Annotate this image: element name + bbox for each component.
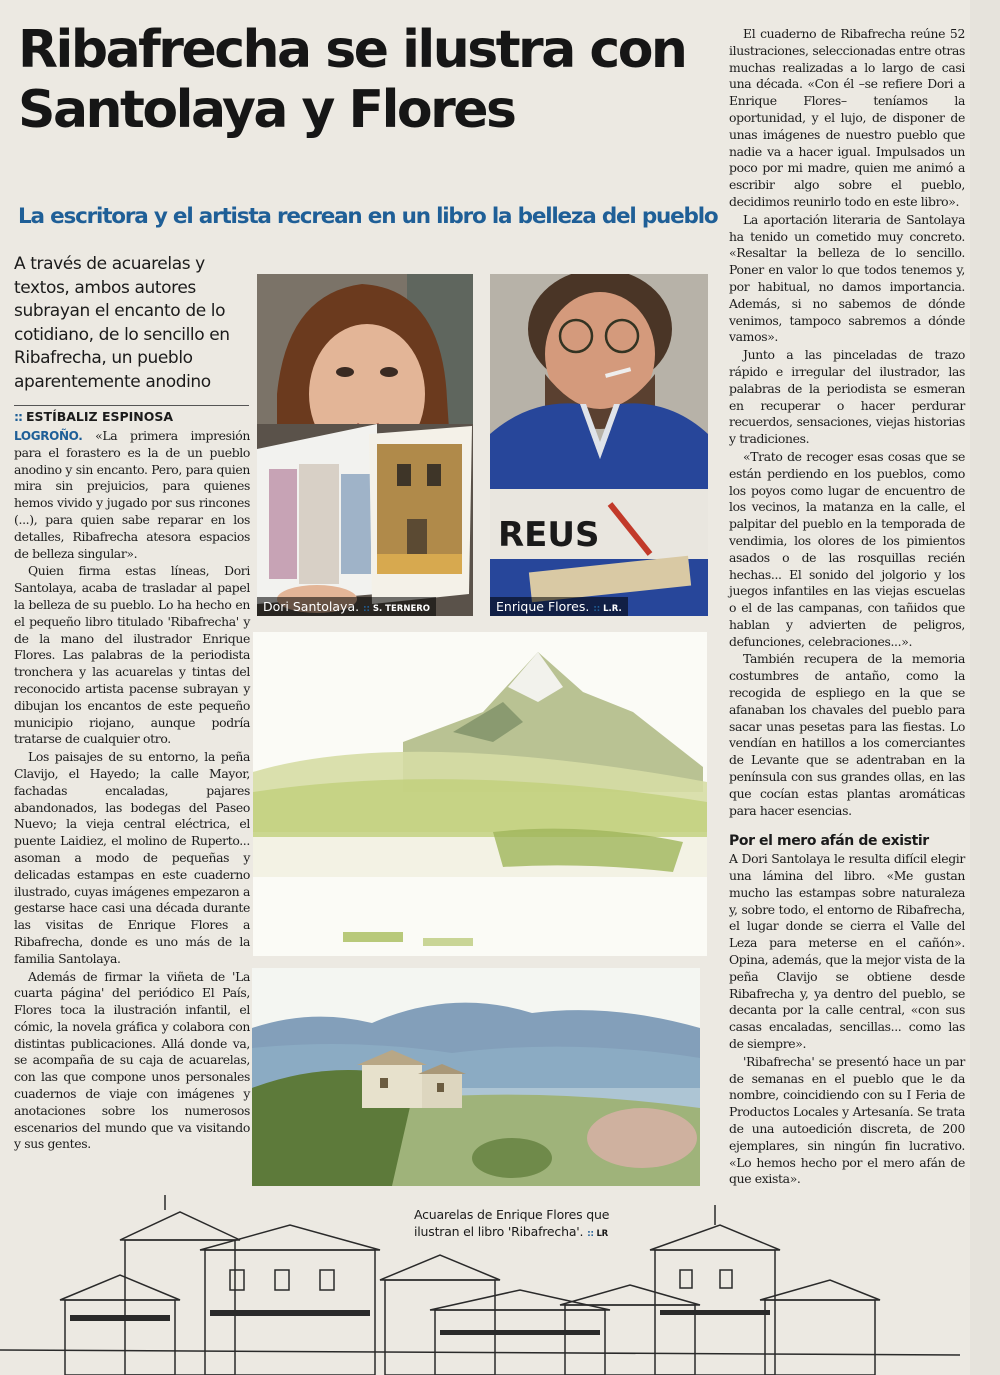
col3-paragraph-2: La aportación literaria de Santolaya ha tenido un cometido muy concreto. «Resaltar la belleza de lo sencillo. Poner en valor lo que todos tenemos y, por habitual, no damos importancia. Además, si no sabemos de dónde venimos, tampoco sabremos a dónde vamos».	[729, 211, 965, 345]
byline-author: ESTÍBALIZ ESPINOSA	[26, 409, 174, 424]
article-column-1	[14, 428, 250, 1154]
lead-paragraph: A través de acuarelas y textos, ambos autores subrayan el encanto de lo cotidiano, de lo sencillo en Ribafrecha, un pueblo aparentemente anodino	[14, 254, 230, 392]
col1-paragraph-1: LOGROÑO. «La primera impresión para el forastero es la de un pueblo anodino y sin encanto. Pero, para quien mira sin prejuicios, para quienes hemos vivido y jugado por sus rincones (...), para quien sabe reparar en los detalles, Ribafrecha atesora espacios de belleza singular».	[14, 428, 250, 561]
col3-paragraph-5: También recupera de la memoria costumbres de antaño, como la recogida de espliego en la que se afanaban los chavales del pueblo para sacar unas pesetas para las fiestas. Lo vendían en hatillos a los comerciantes de Levante que se adentraban en la península con sus grandes ollas, en las que cocían estas plantas aromáticas para hacer esencias.	[729, 651, 965, 818]
photo-dori-caption: Dori Santolaya. :: S. TERNERO	[257, 597, 436, 616]
article-column-3	[729, 26, 965, 1189]
col3-paragraph-6: A Dori Santolaya le resulta difícil elegir una lámina del libro. «Me gustan mucho las estampas sobre naturaleza y, sobre todo, el entorno de Ribafrecha, el lugar donde se cierra el Valle del Leza para meterse en el cañón». Opina, además, que la mejor vista de la peña Clavijo se obtiene desde Ribafrecha y, ya dentro del pueblo, se decanta por la calle central, «con sus casas encaladas, sencillas... como las de siempre».	[729, 851, 965, 1052]
portrait-dori-icon	[257, 274, 473, 616]
photo-enrique-credit: :: L.R.	[593, 604, 622, 614]
photo-dori-santolaya	[257, 274, 473, 616]
watercolor-valley-icon	[252, 968, 700, 1186]
photo-enrique-caption: Enrique Flores. :: L.R.	[490, 597, 628, 616]
byline	[14, 405, 249, 424]
adjacent-page-edge	[970, 0, 1000, 1375]
watercolor-caption: Acuarelas de Enrique Flores que ilustran el libro 'Ribafrecha'. :: LR	[414, 1207, 610, 1239]
headline: Ribafrecha se ilustra con Santolaya y Flores	[18, 20, 686, 140]
col1-paragraph-3: Los paisajes de su entorno, la peña Clavijo, el Hayedo; la calle Mayor, fachadas encaladas, pajares abandonados, las bodegas del Paseo Nuevo; la vieja central eléctrica, el puente Laidiez, el molino de Ruperto... asoman a modo de pequeñas y delicadas estampas en este cuaderno ilustrado, cuyas imágenes empezaron a gestarse hace casi una década durante las visitas de Enrique Flores a Ribafrecha, donde es uno más de la familia Santolaya.	[14, 749, 250, 966]
byline-dots-icon: ::	[14, 409, 22, 424]
col3-paragraph-1: El cuaderno de Ribafrecha reúne 52 ilustraciones, seleccionadas entre otras muchas realizadas a lo largo de casi una década. «Con él –se refiere Dori a Enrique Flores– teníamos la oportunidad, y el lujo, de disponer de unas imágenes de nuestro pueblo que nadie va a hacer igual. Impulsados un poco por mi madre, quien me animó a escribir algo sobre el pueblo, decidimos reunirlo todo en este libro».	[729, 26, 965, 209]
svg-text:REUS: REUS	[498, 515, 600, 555]
portrait-enrique-icon	[490, 274, 708, 616]
location-tag: LOGROÑO.	[14, 429, 83, 443]
col1-paragraph-2: Quien firma estas líneas, Dori Santolaya, acaba de trasladar al papel la belleza de su pueblo. Lo ha hecho en el pequeño libro titulado 'Ribafrecha' y de la mano del ilustrador Enrique Flores. Las palabras de la periodista tronchera y las acuarelas y tintas del reconocido artista pacense subrayan y dibujan los encantos de este pequeño municipio riojano, aunque podría tratarse de cualquier otro.	[14, 563, 250, 747]
col1-paragraph-4: Además de firmar la viñeta de 'La cuarta página' del periódico El País, Flores toca la ilustración infantil, el cómic, la novela gráfica y colabora con distintas publicaciones. Allá donde va, se acompaña de su caja de acuarelas, con las que compone unos personales cuadernos de viaje con imágenes y anotaciones sobre los numerosos escenarios del mundo que va visitando y sus gentes.	[14, 968, 250, 1152]
col3-paragraph-3: Junto a las pinceladas de trazo rápido e irregular del ilustrador, las palabras de la periodista se esmeran en recuperar o hacer perdurar recuerdos, sensaciones, viejas historias y tradiciones.	[729, 347, 965, 447]
watercolor-mountain-icon	[253, 632, 707, 956]
photo-dori-credit: :: S. TERNERO	[363, 604, 431, 614]
watercolor-mountain	[253, 632, 707, 956]
watercolor-credit: :: LR	[587, 1229, 609, 1239]
watercolor-valley	[252, 968, 700, 1186]
col3-paragraph-7: 'Ribafrecha' se presentó hace un par de semanas en el pueblo que le da nombre, coincidiendo con su I Feria de Productos Locales y Artesanía. Se trata de una autoedición discreta, de 200 ejemplares, sin ningún fin lucrativo. «Lo hemos hecho por el mero afán de que exista».	[729, 1053, 965, 1187]
photo-enrique-flores	[490, 274, 708, 616]
section-subtitle: Por el mero afán de existir	[729, 833, 929, 850]
subhead: La escritora y el artista recrean en un libro la belleza del pueblo	[18, 204, 718, 229]
col3-paragraph-4: «Trato de recoger esas cosas que se están perdiendo en los pueblos, como los poyos como lugar de encuentro de los vecinos, la matanza en la calle, el palpitar del pueblo en la temporada de vendimia, los olores de los pimientos asados o de las rosquillas recién hechas... El sonido del jolgorio y los juegos infantiles en las viejas escuelas o el de las campanas, con tañidos que hablan y advierten de peligros, defunciones, celebraciones...».	[729, 448, 965, 649]
